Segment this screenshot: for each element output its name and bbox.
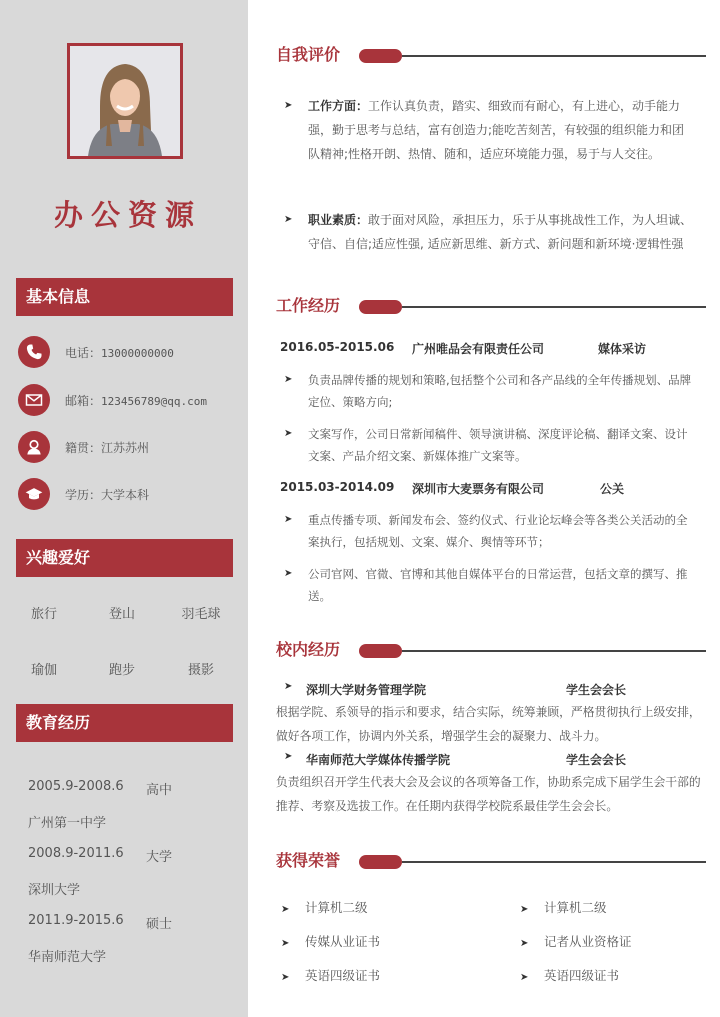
hobby-item: 登山 <box>108 607 135 622</box>
job-header <box>280 340 700 358</box>
contact-phone <box>18 336 174 368</box>
hobbies-heading: 兴趣爱好 <box>16 539 233 577</box>
arrow-bullet-icon: ➤ <box>520 904 529 915</box>
education-period: 2005.9-2008.6 <box>28 779 124 794</box>
work-header <box>276 294 706 318</box>
honor-item: ➤ 计算机二级 <box>520 900 607 915</box>
mail-icon <box>18 384 50 416</box>
contact-education-level <box>18 478 149 510</box>
hometown-label: 籍贯： <box>65 440 102 455</box>
campus-item-header <box>284 751 704 769</box>
education-level-label: 学历： <box>65 487 102 502</box>
basic-info-heading: 基本信息 <box>16 278 233 316</box>
education-degree: 硕士 <box>146 917 173 932</box>
section-divider-line <box>402 55 706 57</box>
arrow-bullet-icon: ➤ <box>281 904 290 915</box>
job-bullet: ➤ 文案写作，公司日常新闻稿件、领导演讲稿、深度评论稿、翻译文案、设计文案、产品介绍文案、新媒体推广文案等。 <box>284 423 694 467</box>
arrow-bullet-icon: ➤ <box>284 428 293 439</box>
portrait-image <box>70 46 180 156</box>
hobby-item: 摄影 <box>187 663 214 678</box>
arrow-bullet-icon: ➤ <box>284 214 293 225</box>
job-bullet: ➤ 公司官网、官微、官博和其他自媒体平台的日常运营，包括文章的撰写、推送。 <box>284 563 694 607</box>
contact-hometown <box>18 431 149 463</box>
arrow-bullet-icon: ➤ <box>520 972 529 983</box>
job-bullet: ➤ 负责品牌传播的规划和策略,包括整个公司和各产品线的全年传播规划、品牌定位、策略方向; <box>284 369 694 413</box>
section-divider-line <box>402 650 706 652</box>
campus-org: 华南师范大学媒体传播学院 <box>306 753 451 767</box>
contact-email <box>18 384 207 416</box>
section-pill-decoration <box>359 644 402 658</box>
education-period: 2011.9-2015.6 <box>28 913 124 928</box>
self-eval-label: 工作方面： <box>308 99 369 113</box>
work-title: 工作经历 <box>276 296 341 315</box>
self-eval-item <box>284 208 694 256</box>
job-role: 媒体采访 <box>598 342 647 356</box>
graduation-cap-icon <box>18 478 50 510</box>
arrow-bullet-icon: ➤ <box>284 681 293 692</box>
hobby-item: 旅行 <box>30 607 57 622</box>
candidate-name: 办公资源 <box>53 198 202 232</box>
self-eval-text: 敢于面对风险，承担压力，乐于从事挑战性工作，为人坦诚、守信、自信;适应性强, 适应新思维、新方式、新问题和新环境·逻辑性强 <box>308 213 693 251</box>
email-value: 123456789@qq.com <box>101 394 207 408</box>
education-degree: 高中 <box>146 783 173 798</box>
job-role: 公关 <box>600 482 625 496</box>
hometown-value: 江苏苏州 <box>101 440 150 455</box>
self-eval-header <box>276 43 706 67</box>
sidebar <box>0 0 248 1017</box>
job-company: 深圳市大麦票务有限公司 <box>412 482 545 496</box>
person-icon <box>18 431 50 463</box>
honor-item: ➤ 英语四级证书 <box>520 968 620 983</box>
email-label: 邮箱： <box>65 393 102 408</box>
arrow-bullet-icon: ➤ <box>284 568 293 579</box>
hobby-item: 跑步 <box>108 663 135 678</box>
self-eval-text: 工作认真负责，踏实、细致而有耐心，有上进心，动手能力强，勤于思考与总结，富有创造力;能吃苦刻苦，有较强的组织能力和团队精神;性格开朗、热情、随和，适应环境能力强，易于与人交往。 <box>308 99 685 161</box>
arrow-bullet-icon: ➤ <box>284 374 293 385</box>
honors-header <box>276 849 706 873</box>
honor-item: ➤ 传媒从业证书 <box>281 934 381 949</box>
self-eval-item <box>284 94 694 166</box>
arrow-bullet-icon: ➤ <box>284 100 293 111</box>
main-content <box>248 0 720 1017</box>
education-school: 华南师范大学 <box>28 950 107 965</box>
arrow-bullet-icon: ➤ <box>281 938 290 949</box>
section-pill-decoration <box>359 300 402 314</box>
job-period: 2015.03-2014.09 <box>280 480 395 494</box>
campus-desc: 负责组织召开学生代表大会及会议的各项筹备工作，协助系完成下届学生会干部的推荐、考察及选拔工作。在任期内获得学校院系最佳学生会会长。 <box>276 775 701 813</box>
honor-item: ➤ 记者从业资格证 <box>520 934 632 949</box>
arrow-bullet-icon: ➤ <box>284 751 293 762</box>
section-pill-decoration <box>359 49 402 63</box>
phone-label: 电话： <box>65 345 102 360</box>
campus-role: 学生会会长 <box>566 753 627 767</box>
arrow-bullet-icon: ➤ <box>520 938 529 949</box>
education-heading: 教育经历 <box>16 704 233 742</box>
education-period: 2008.9-2011.6 <box>28 846 124 861</box>
honors-title: 获得荣誉 <box>276 851 341 870</box>
profile-photo <box>67 43 183 159</box>
honor-item: ➤ 计算机二级 <box>281 900 368 915</box>
honor-item: ➤ 英语四级证书 <box>281 968 381 983</box>
campus-role: 学生会会长 <box>566 683 627 697</box>
section-divider-line <box>402 306 706 308</box>
education-degree: 大学 <box>146 850 173 865</box>
phone-value: 13000000000 <box>101 346 174 360</box>
campus-item-header <box>284 681 704 699</box>
section-pill-decoration <box>359 855 402 869</box>
self-eval-label: 职业素质： <box>308 213 369 227</box>
campus-title: 校内经历 <box>276 640 341 659</box>
hobby-item: 瑜伽 <box>30 663 57 678</box>
education-school: 深圳大学 <box>28 883 81 898</box>
job-header <box>280 480 700 498</box>
education-school: 广州第一中学 <box>28 816 107 831</box>
arrow-bullet-icon: ➤ <box>281 972 290 983</box>
hobby-item: 羽毛球 <box>181 607 221 622</box>
phone-icon <box>18 336 50 368</box>
job-company: 广州唯品会有限责任公司 <box>412 342 545 356</box>
campus-desc: 根据学院、系领导的指示和要求，结合实际，统筹兼顾，严格贯彻执行上级安排，做好各项工作，协调内外关系，增强学生会的凝聚力、战斗力。 <box>276 705 701 743</box>
job-bullet: ➤ 重点传播专项、新闻发布会、签约仪式、行业论坛峰会等各类公关活动的全案执行，包括规划、文案、媒介、舆情等环节； <box>284 509 694 553</box>
job-period: 2016.05-2015.06 <box>280 340 395 354</box>
campus-header <box>276 638 706 662</box>
campus-org: 深圳大学财务管理学院 <box>306 683 427 697</box>
section-divider-line <box>402 861 706 863</box>
arrow-bullet-icon: ➤ <box>284 514 293 525</box>
self-eval-title: 自我评价 <box>276 45 341 64</box>
education-level-value: 大学本科 <box>101 487 150 502</box>
